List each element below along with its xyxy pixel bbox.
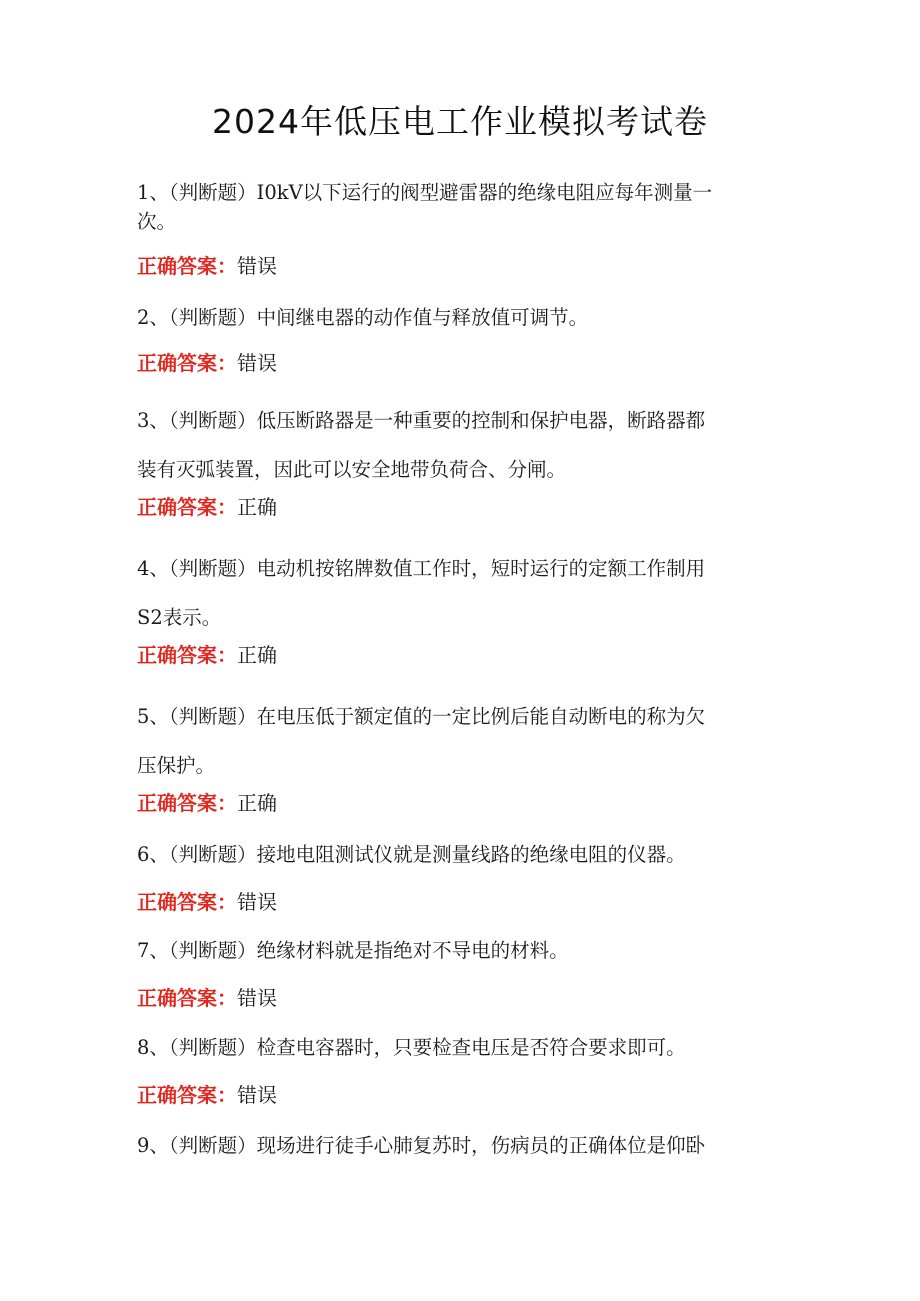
question-line: 4、（判断题）电动机按铭牌数值工作时，短时运行的定额工作制用	[137, 557, 706, 580]
question-1	[137, 178, 787, 236]
question-line: 9、（判断题）现场进行徒手心肺复苏时，伤病员的正确体位是仰卧	[137, 1134, 706, 1157]
answer-4	[137, 641, 787, 670]
question-line: 次。	[137, 210, 177, 233]
question-6	[137, 840, 787, 869]
answer-label: 正确答案：	[137, 986, 237, 1010]
answer-label: 正确答案：	[137, 791, 237, 815]
answer-label: 正确答案：	[137, 643, 237, 667]
question-line: 6、（判断题）接地电阻测试仪就是测量线路的绝缘电阻的仪器。	[137, 843, 686, 866]
answer-6	[137, 888, 787, 917]
question-line: 7、（判断题）绝缘材料就是指绝对不导电的材料。	[137, 939, 569, 962]
answer-7	[137, 984, 787, 1013]
answer-label: 正确答案：	[137, 890, 237, 914]
question-line: 8、（判断题）检查电容器时，只要检查电压是否符合要求即可。	[137, 1036, 686, 1059]
answer-label: 正确答案：	[137, 351, 237, 375]
answer-1	[137, 252, 787, 281]
answer-value: 正确	[237, 495, 277, 519]
question-3	[137, 396, 787, 494]
answer-3	[137, 493, 787, 522]
question-9	[137, 1131, 787, 1160]
answer-value: 错误	[237, 351, 277, 375]
page-title: 2024年低压电工作业模拟考试卷	[212, 102, 708, 141]
question-line: 2、（判断题）中间继电器的动作值与释放值可调节。	[137, 306, 589, 329]
question-line: S2表示。	[137, 606, 222, 629]
answer-2	[137, 349, 787, 378]
question-line: 压保护。	[137, 754, 216, 777]
answer-value: 错误	[237, 254, 277, 278]
answer-value: 正确	[237, 791, 277, 815]
question-line: 1、（判断题）I0kV以下运行的阀型避雷器的绝缘电阻应每年测量一	[137, 181, 713, 204]
question-5	[137, 692, 787, 790]
question-line: 装有灭弧装置，因此可以安全地带负荷合、分闸。	[137, 458, 567, 481]
answer-value: 错误	[237, 1083, 277, 1107]
answer-value: 错误	[237, 986, 277, 1010]
question-7	[137, 936, 787, 965]
answer-value: 正确	[237, 643, 277, 667]
answer-label: 正确答案：	[137, 495, 237, 519]
question-4	[137, 544, 787, 642]
question-line: 5、（判断题）在电压低于额定值的一定比例后能自动断电的称为欠	[137, 705, 706, 728]
answer-label: 正确答案：	[137, 1083, 237, 1107]
answer-label: 正确答案：	[137, 254, 237, 278]
answer-value: 错误	[237, 890, 277, 914]
question-8	[137, 1033, 787, 1062]
answer-5	[137, 789, 787, 818]
question-line: 3、（判断题）低压断路器是一种重要的控制和保护电器，断路器都	[137, 409, 706, 432]
question-2	[137, 303, 787, 332]
answer-8	[137, 1081, 787, 1110]
